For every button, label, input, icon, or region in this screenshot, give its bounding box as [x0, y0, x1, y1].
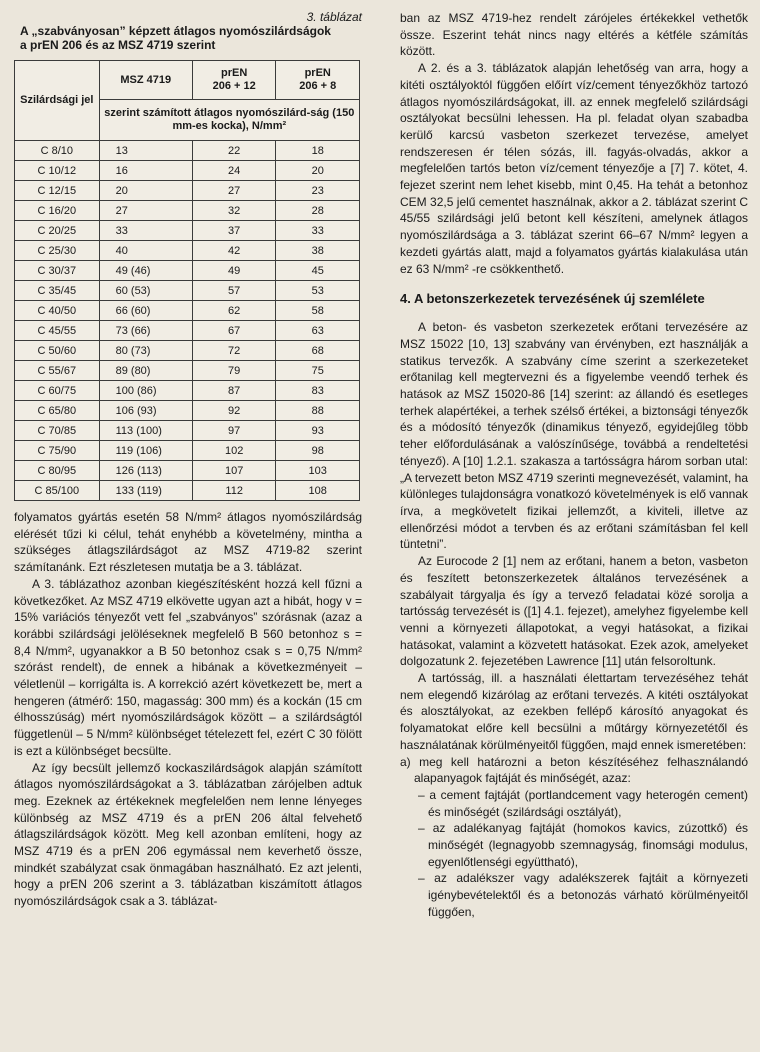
cell-msz: 20 [99, 181, 192, 201]
section-heading: 4. A betonszerkezetek tervezésének új szemlélete [400, 291, 705, 307]
cell-pren8: 93 [276, 421, 360, 441]
right-column [400, 10, 748, 921]
cell-pren8: 88 [276, 401, 360, 421]
right-paragraph-1: ban az MSZ 4719-hez rendelt zárójeles értékekkel vethetők össze. Eszerint tehát nincs nagy eltérés a kétféle számítás között. [400, 11, 748, 59]
cell-pren8: 38 [276, 241, 360, 261]
cell-grade: C 8/10 [15, 141, 100, 161]
table-row [15, 181, 360, 201]
right-paragraph-2: A 2. és a 3. táblázatok alapján lehetőség van arra, hogy a kitéti osztályoktól függően előírt víz/cement tényezőkhöz tartozó átlagos nyomószilárdságokat, ill. az ennek megfelelő szilárdsági osztályokat becsülni lehessen. Ha pl. feladat olyan szabadba kerülő karcsú vasbeton szerkezet tervezése, amelyet rendszeresen ér télen sózás, ill. fagyás-olvadás, akkor a megfelelően tartós beton víz/cement tényezője a [7] 7. kötet, 4. fejezet szerint nem lehet kisebb, mint 0,45. Ha tehát a betonhoz CEM 32,5 jelű cementet használnak, akkor a 2. táblázat szerint C 45/55 szilárdsági jelű betont kell készíteni, amelynek átlagos nyomószilárdsága a 3. táblázat szerint 66–67 N/mm² legyen a kezdeti gyártás alatt, majd a folyamatos gyártás kialakulása után ez 63 N/mm² -re csökkenthető. [400, 61, 748, 276]
cell-grade: C 65/80 [15, 401, 100, 421]
header-sub: szerint számított átlagos nyomószilárd-ság (150 mm-es kocka), N/mm² [99, 100, 359, 141]
cell-pren12: 22 [192, 141, 276, 161]
cell-msz: 66 (60) [99, 301, 192, 321]
table-row [15, 381, 360, 401]
header-msz: MSZ 4719 [99, 61, 192, 100]
header-pren8: prEN 206 + 8 [276, 61, 360, 100]
cell-pren8: 103 [276, 461, 360, 481]
table-body [15, 141, 360, 501]
cell-msz: 126 (113) [99, 461, 192, 481]
cell-pren12: 57 [192, 281, 276, 301]
left-paragraph-1: folyamatos gyártás esetén 58 N/mm² átlagos nyomószilárdság elérését tűzi ki célul, tehát enyhébb a követelmény, mintha a szükséges átlagszilárdságot az MSZ 4719-82 szerint számítanánk. Ezt részletesen mutatja be a 3. táblázat. [14, 510, 362, 575]
cell-pren12: 62 [192, 301, 276, 321]
cell-grade: C 55/67 [15, 361, 100, 381]
cell-pren8: 98 [276, 441, 360, 461]
cell-msz: 113 (100) [99, 421, 192, 441]
cell-pren12: 67 [192, 321, 276, 341]
cell-grade: C 60/75 [15, 381, 100, 401]
dash-list [400, 787, 748, 921]
cell-grade: C 20/25 [15, 221, 100, 241]
dash-item-cement: – a cement fajtáját (portlandcement vagy heterogén cement) és minőségét (szilárdsági osztályát), [418, 787, 748, 819]
cell-pren8: 53 [276, 281, 360, 301]
cell-grade: C 70/85 [15, 421, 100, 441]
cell-pren12: 37 [192, 221, 276, 241]
table-row [15, 201, 360, 221]
cell-pren12: 97 [192, 421, 276, 441]
cell-pren8: 18 [276, 141, 360, 161]
cell-msz: 100 (86) [99, 381, 192, 401]
cell-pren12: 27 [192, 181, 276, 201]
table-row [15, 441, 360, 461]
cell-pren12: 42 [192, 241, 276, 261]
right-paragraph-5: A tartósság, ill. a használati élettartam tervezéséhez tehát nem elegendő kizárólag az erőtani tervezés. A kitéti osztályokat és alosztályokat, az ezekben fellépő károsító anyagokat és folyamatokat előre kell becsülni a műtárgy környezetétől és használatának körülményeitől függően, majd ennek ismeretében: [400, 671, 748, 752]
cell-msz: 80 (73) [99, 341, 192, 361]
cell-pren12: 72 [192, 341, 276, 361]
cell-grade: C 12/15 [15, 181, 100, 201]
table-caption [14, 24, 362, 52]
table-number: 3. táblázat [306, 10, 362, 24]
cell-pren12: 102 [192, 441, 276, 461]
cell-grade: C 80/95 [15, 461, 100, 481]
table-row [15, 161, 360, 181]
left-text [14, 509, 362, 910]
cell-pren8: 33 [276, 221, 360, 241]
cell-pren12: 49 [192, 261, 276, 281]
cell-pren8: 83 [276, 381, 360, 401]
table-row [15, 281, 360, 301]
left-column [14, 10, 362, 910]
cell-msz: 13 [99, 141, 192, 161]
cell-msz: 133 (119) [99, 481, 192, 501]
cell-pren8: 20 [276, 161, 360, 181]
cell-pren8: 108 [276, 481, 360, 501]
cell-pren8: 58 [276, 301, 360, 321]
cell-grade: C 45/55 [15, 321, 100, 341]
right-paragraph-3: A beton- és vasbeton szerkezetek erőtani tervezésére az MSZ 15022 [10, 13] szabvány van érvényben, ezt használják a statikus tervezők. A szabvány címe szerint a szerkezeteket erőtanilag kell megtervezni és a figyelembe veendő terhek és hatások az MSZ 15020-86 [14] szerint: az állandó és esetleges terhek alapértékei, a terhek szélső értékei, a biztonsági tényezők és a módosító tényezők (dinamikus tényező, egyidejűleg több teher előfordulásának a valószínűsége, továbbá a rendeltetési tényező). A [10] 1.2.1. szakasza a tartósságra három sorban utal: „A tervezett beton MSZ 4719 szerinti megnevezését, valamint, ha különleges tulajdonságra vonatkozó követelmények is elő vannak írva, a megkövetelt fizikai jellemzőt, a kiviteli, illetve az ellenőrzési módot a tervben és az erőtani számításban fel kell tüntetni”. [400, 320, 748, 552]
cell-pren12: 24 [192, 161, 276, 181]
dash-item-aggregate: – az adalékanyag fajtáját (homokos kavics, zúzottkő) és minőségét (legnagyobb szemnagyság, finomsági modulus, egyenlőtlenségi együttható), [418, 821, 748, 869]
table-row [15, 481, 360, 501]
cell-grade: C 30/37 [15, 261, 100, 281]
cell-msz: 119 (106) [99, 441, 192, 461]
cell-msz: 33 [99, 221, 192, 241]
cell-msz: 27 [99, 201, 192, 221]
table-row [15, 221, 360, 241]
cell-msz: 106 (93) [99, 401, 192, 421]
table-row [15, 341, 360, 361]
cell-grade: C 75/90 [15, 441, 100, 461]
header-grade: Szilárdsági jel [15, 61, 100, 141]
cell-pren12: 32 [192, 201, 276, 221]
table-row [15, 261, 360, 281]
cell-pren12: 79 [192, 361, 276, 381]
cell-pren12: 112 [192, 481, 276, 501]
cell-pren8: 28 [276, 201, 360, 221]
cell-pren12: 107 [192, 461, 276, 481]
cell-grade: C 85/100 [15, 481, 100, 501]
cell-pren8: 63 [276, 321, 360, 341]
table-row [15, 401, 360, 421]
table-row [15, 301, 360, 321]
cell-pren8: 45 [276, 261, 360, 281]
cell-pren8: 75 [276, 361, 360, 381]
left-paragraph-2: A 3. táblázathoz azonban kiegészítésként hozzá kell fűzni a következőket. Az MSZ 4719 elkövette ugyan azt a hibát, hogy v = 15% variációs tényezőt vett fel „szabványos” szórásnak (azaz a korábbi szilárdsági jelöléseknek megfelelő B 560 betonhoz s = 8,4 N/mm², ugyanakkor a B 50 betonhoz csak s = 0,75 N/mm² szórást rendelt), de ennek a hibának a következményeit – véletlenül – korrigálta is. A korrekció azért következett be, mert a hengeren (átmérő: 150, magasság: 300 mm) és a kockán (15 cm élhosszúság) mért nyomószilárdságok között – a szilárdságtól függetlenül – 5 N/mm² különbséget tételezett fel, ezért C 30 fölött is ezt a különbséget becsülte. [14, 576, 362, 758]
cell-grade: C 16/20 [15, 201, 100, 221]
table-row [15, 241, 360, 261]
cell-grade: C 40/50 [15, 301, 100, 321]
table-row [15, 421, 360, 441]
cell-msz: 40 [99, 241, 192, 261]
cell-msz: 49 (46) [99, 261, 192, 281]
table-row [15, 461, 360, 481]
cell-grade: C 35/45 [15, 281, 100, 301]
cell-grade: C 25/30 [15, 241, 100, 261]
cell-pren8: 23 [276, 181, 360, 201]
cell-msz: 60 (53) [99, 281, 192, 301]
cell-grade: C 10/12 [15, 161, 100, 181]
header-pren12: prEN 206 + 12 [192, 61, 276, 100]
cell-msz: 89 (80) [99, 361, 192, 381]
cell-msz: 16 [99, 161, 192, 181]
table-caption-line2: a prEN 206 és az MSZ 4719 szerint [20, 38, 216, 52]
table-row [15, 321, 360, 341]
table-row [15, 141, 360, 161]
list-item-a: a) meg kell határozni a beton készítéséhez felhasználandó alapanyagok fajtáját és minőségét, azaz: [400, 754, 748, 786]
cell-pren12: 87 [192, 381, 276, 401]
table-caption-line1: A „szabványosan” képzett átlagos nyomószilárdságok [20, 24, 331, 38]
cell-msz: 73 (66) [99, 321, 192, 341]
right-paragraph-4: Az Eurocode 2 [1] nem az erőtani, hanem a beton, vasbeton és feszített betonszerkezetek általános tervezésének a szabályait tárgyalja és így a tervező feladatai közé sorolja a tartósság tervezését is ([1] 4.1. fejezet), amelyhez figyelembe kell venni a környezeti állapotokat, a vegyi hatásokat, a fizikai hatásokat, valamint a közvetett hatásokat. Ezek azok, amelyeket dolgozatunk 2. fejezetében Lawrence [11] után felsoroltunk. [400, 554, 748, 669]
left-paragraph-3: Az így becsült jellemző kockaszilárdságok alapján számított átlagos nyomószilárdságokat a 3. táblázatban zárójelben adtuk meg. Ezeknek az értékeknek megfelelően nem lenne lényeges különbség az MSZ 4719 és a prEN 206 által felvehető átlagszilárdságok között. Meg kell azonban említeni, hogy az MSZ 4719 és a prEN 206 egymással nem keverhető össze, mindkét szabályzat csak önmagában használható. Ez azt jelenti, hogy a prEN 206 szerint a 3. táblázatban kiszámított átlagos nyomószilárdságok csak a 3. táblázat- [14, 760, 362, 909]
dash-item-admixture: – az adalékszer vagy adalékszerek fajtáit a környezeti igénybevételektől és a betonozás várható körülményeitől függően, [418, 871, 748, 919]
cell-pren8: 68 [276, 341, 360, 361]
cell-pren12: 92 [192, 401, 276, 421]
table-row [15, 361, 360, 381]
cell-grade: C 50/60 [15, 341, 100, 361]
strength-table [14, 60, 360, 501]
